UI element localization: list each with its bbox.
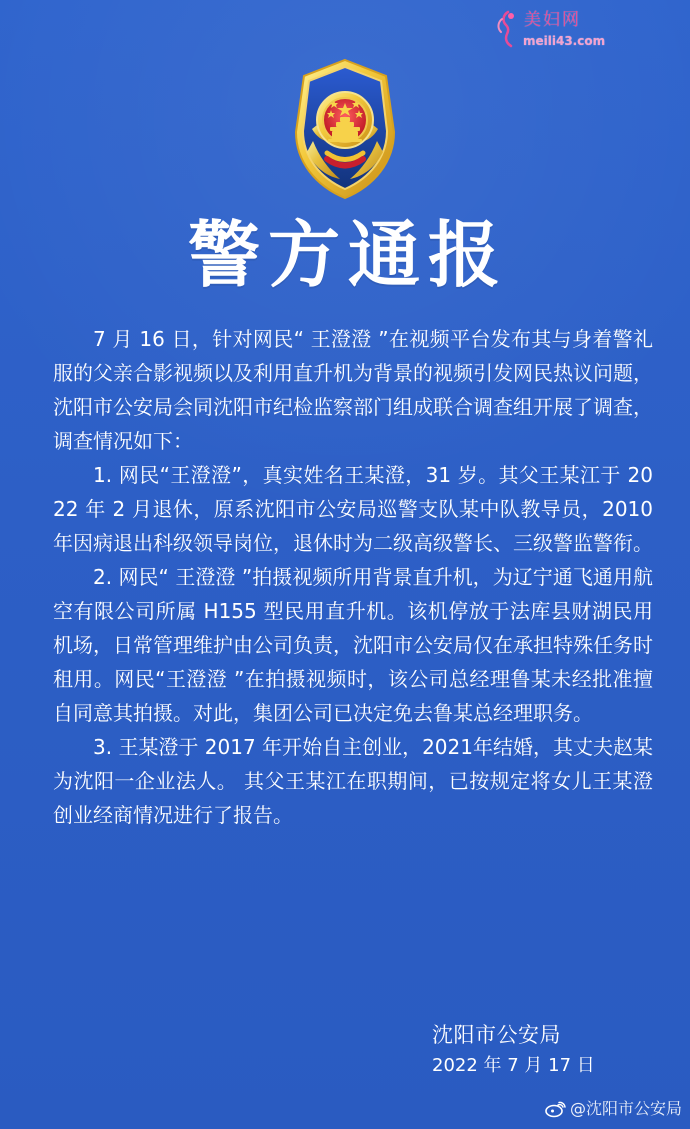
weibo-handle: @沈阳市公安局 [569,1099,682,1118]
watermark-site-name: 美妇网 [524,10,581,30]
footer-credit [544,1099,682,1119]
watermark-logo-icon [494,9,520,49]
notice-body [53,322,653,832]
paragraph-item-3: 3. 王某澄于 2017 年开始自主创业，2021年结婚，其丈夫赵某为沈阳一企业法人。 其父王某江在职期间，已按规定将女儿王某澄创业经商情况进行了报告。 [53,735,653,827]
issue-date: 2022 年 7 月 17 日 [432,1055,595,1076]
site-watermark [494,6,654,58]
notice-title: 警方通报 [187,212,508,297]
paragraph-item-2: 2. 网民“ 王澄澄 ”拍摄视频所用背景直升机，为辽宁通飞通用航空有限公司所属 H155 型民用直升机。该机停放于法库县财湖民用机场，日常管理维护由公司负责，沈阳市公安局仅在承担特殊任务时租用。网民“王澄澄 ”在拍摄视频时，该公司总经理鲁某未经批准擅自同意其拍摄。对此，集团公司已决定免去鲁某总经理职务。 [53,565,653,725]
paragraph-item-1: 1. 网民“王澄澄”，真实姓名王某澄，31 岁。其父王某江于 2022 年 2 月退休，原系沈阳市公安局巡警支队某中队教导员，2010 年因病退出科级领导岗位，退休时为二级高级警长、三级警监警衔。 [53,463,653,555]
issuer-name: 沈阳市公安局 [432,1023,561,1047]
weibo-icon [544,1100,566,1118]
signature-block [432,1021,598,1079]
paragraph-intro: 7 月 16 日，针对网民“ 王澄澄 ”在视频平台发布其与身着警礼服的父亲合影视频以及利用直升机为背景的视频引发网民热议问题，沈阳市公安局会同沈阳市纪检监察部门组成联合调查组开展了调查，调查情况如下： [53,327,653,453]
police-emblem-icon [283,58,407,202]
watermark-site-url: meili43.com [523,34,606,48]
